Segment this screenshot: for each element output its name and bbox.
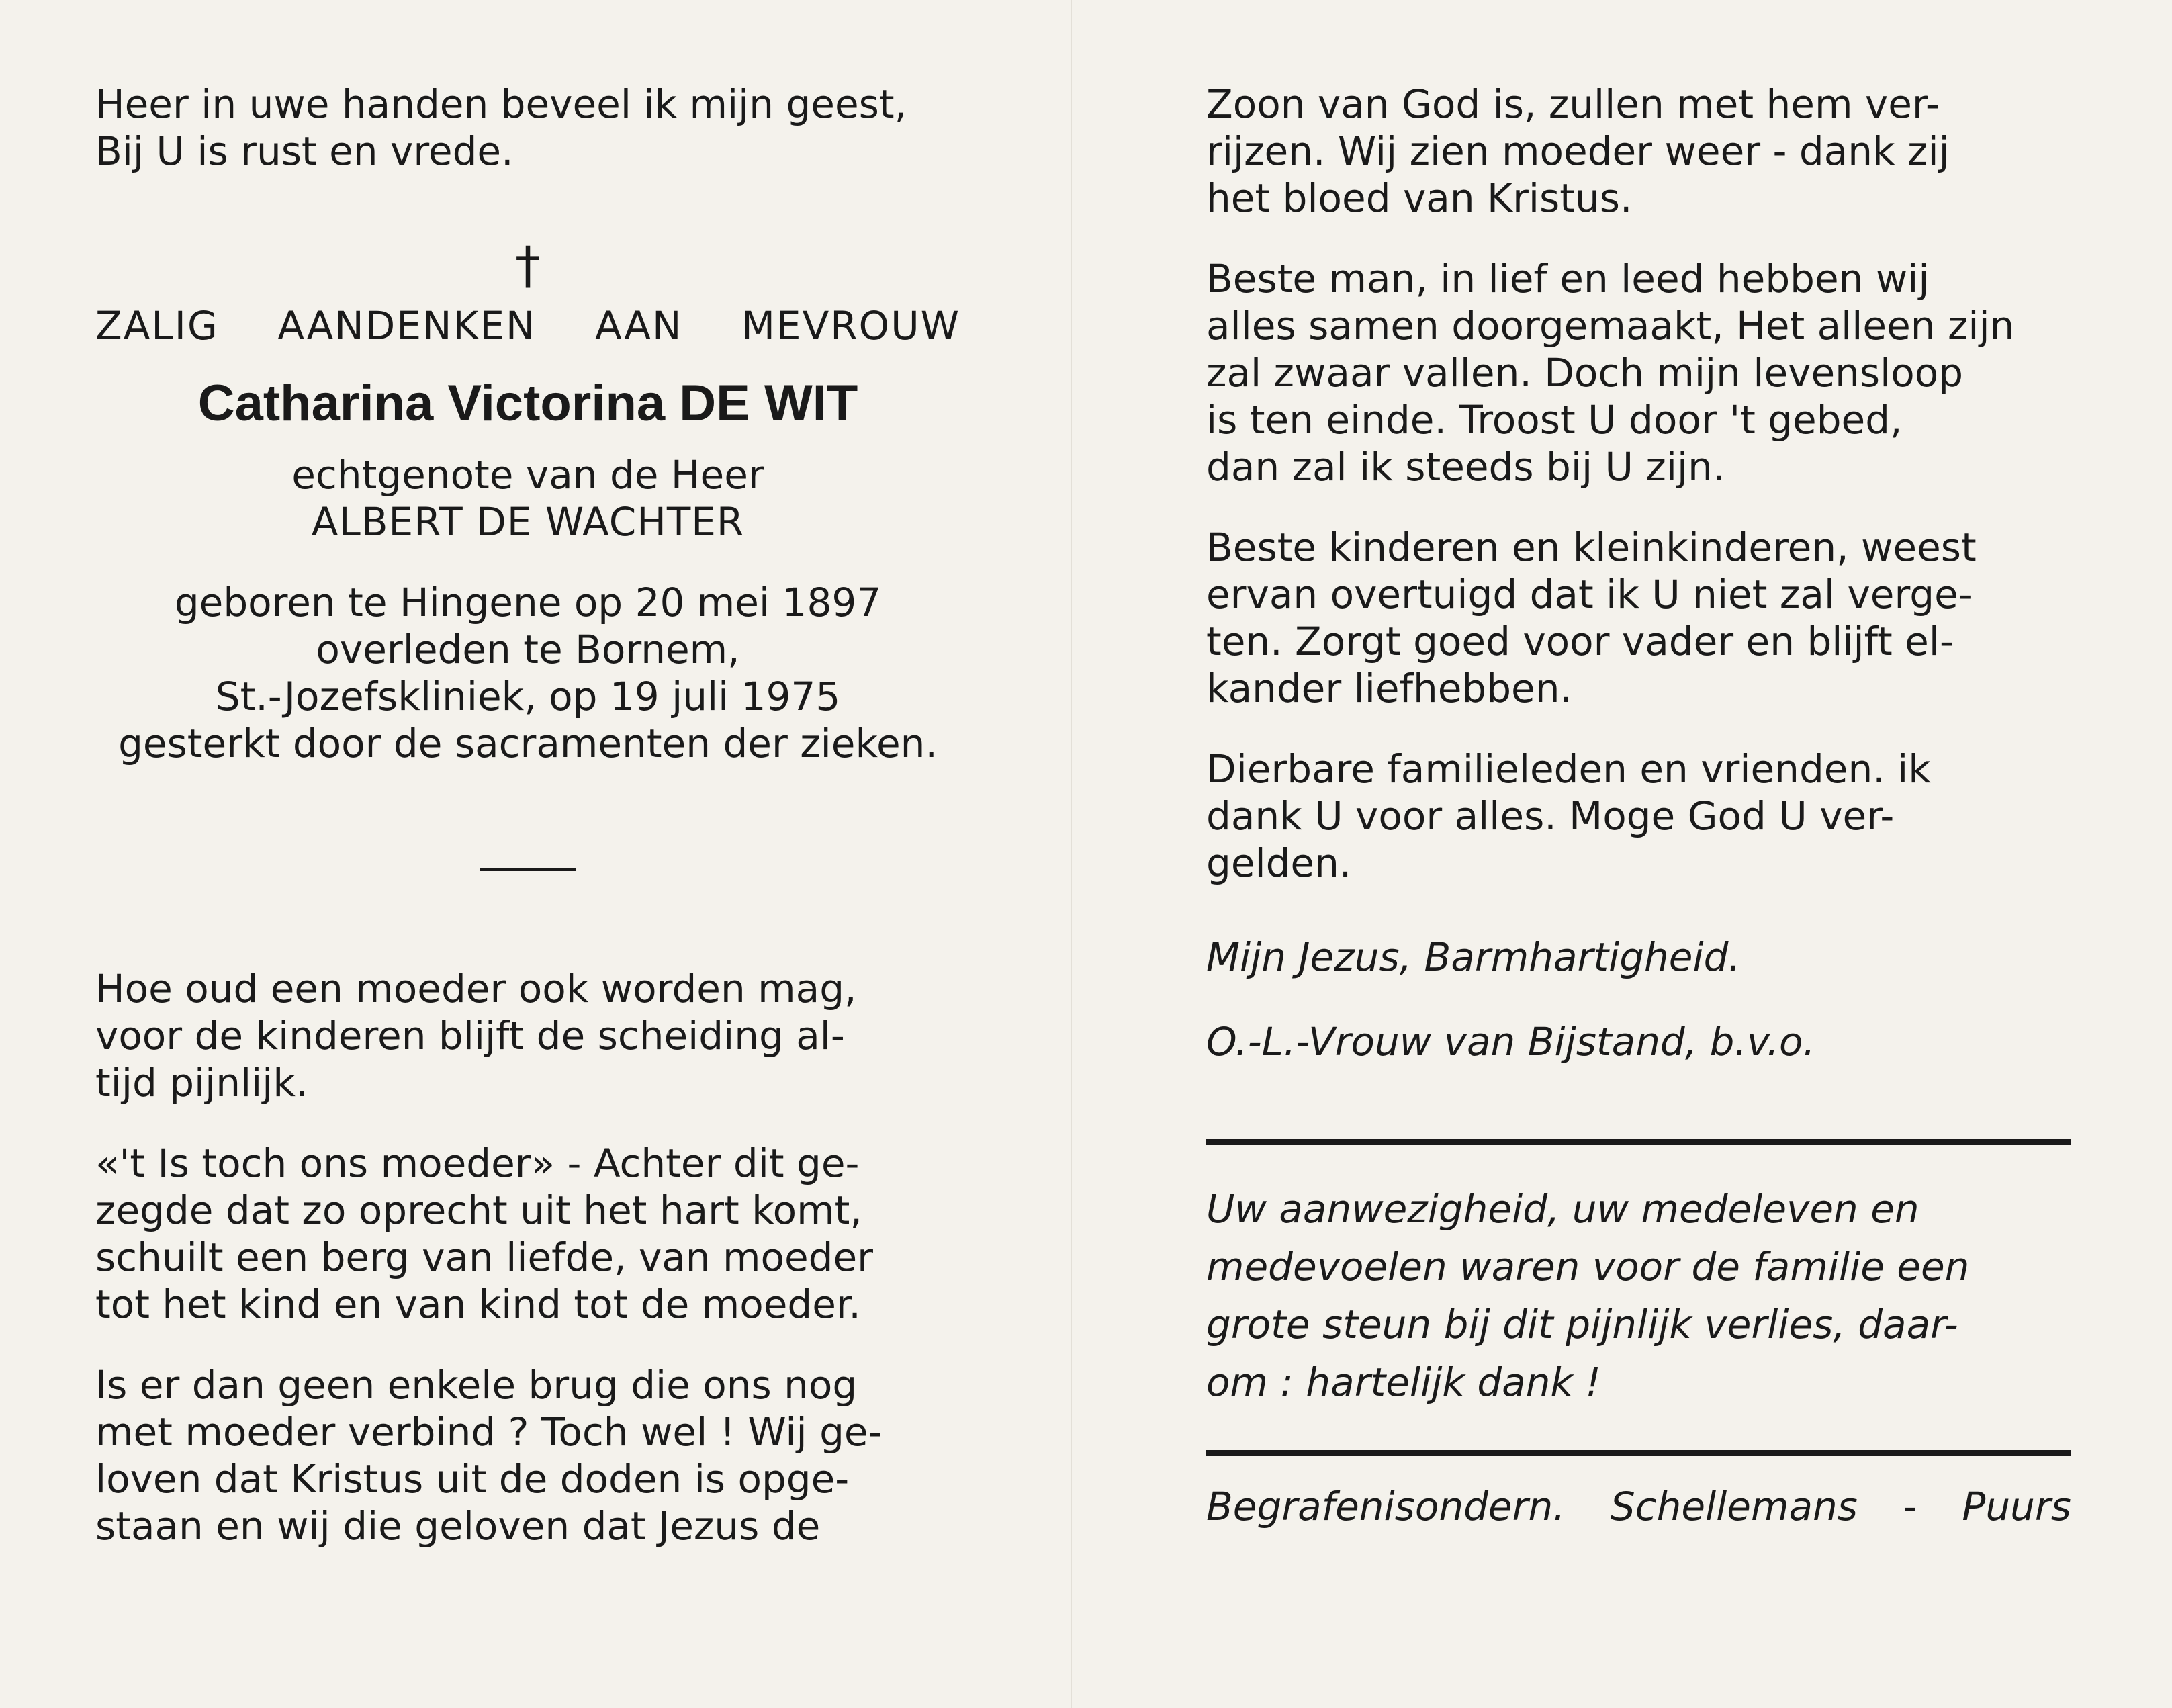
paragraph-line: schuilt een berg van liefde, van moeder [95, 1234, 874, 1280]
thanks-line: medevoelen waren voor de familie een [1206, 1244, 1970, 1290]
paragraph [95, 1361, 960, 1549]
spouse-block [95, 451, 960, 545]
paragraph [95, 965, 960, 1106]
paragraph-line: staan en wij die geloven dat Jezus de [95, 1503, 821, 1549]
paragraph [1206, 746, 2071, 887]
birth-line: geboren te Hingene op 20 mei 1897 [174, 580, 882, 625]
paragraph-line: tijd pijnlijk. [95, 1060, 308, 1106]
invocation: Mijn Jezus, Barmhartigheid. [1206, 934, 1741, 980]
paragraph-line: gelden. [1206, 840, 1352, 886]
paragraph [1206, 524, 2071, 712]
paragraph [1206, 255, 2071, 490]
paragraph-line: Beste man, in lief en leed hebben wij [1206, 256, 1930, 302]
paragraph [1206, 81, 2071, 222]
fold-line [1071, 0, 1072, 1708]
death-place-line: St.-Jozefskliniek, op 19 juli 1975 [215, 674, 841, 719]
thanks-line: grote steun bij dit pijnlijk verlies, daar- [1206, 1302, 1958, 1347]
cross-icon: † [515, 235, 541, 295]
paragraph-line: «'t Is toch ons moeder» - Achter dit ge- [95, 1140, 860, 1186]
paragraph-line: voor de kinderen blijft de scheiding al- [95, 1013, 845, 1059]
paragraph-line: tot het kind en van kind tot de moeder. [95, 1282, 861, 1327]
paragraph-line: Is er dan geen enkele brug die ons nog [95, 1362, 858, 1408]
paragraph-line: het bloed van Kristus. [1206, 175, 1633, 221]
paragraph-line: zal zwaar vallen. Doch mijn levensloop [1206, 350, 1964, 396]
paragraph-line: met moeder verbind ? Toch wel ! Wij ge- [95, 1409, 883, 1455]
invocation: O.-L.-Vrouw van Bijstand, b.v.o. [1206, 1019, 1815, 1065]
thanks-line: Uw aanwezigheid, uw medeleven en [1206, 1186, 1919, 1232]
memorial-heading: ZALIG AANDENKEN AAN MEVROUW [95, 303, 960, 349]
paragraph [95, 1140, 960, 1328]
divider [480, 868, 576, 871]
paragraph-line: Dierbare familieleden en vrienden. ik [1206, 746, 1931, 792]
sacraments-line: gesterkt door de sacramenten der zieken. [118, 721, 938, 766]
deceased-name: Catharina Victorina DE WIT [197, 375, 858, 432]
paragraph-line: Beste kinderen en kleinkinderen, weest [1206, 525, 1977, 570]
spouse-line: echtgenote van de Heer [291, 452, 764, 498]
thanks-note [1206, 1180, 2071, 1411]
paragraph-line: dan zal ik steeds bij U zijn. [1206, 444, 1725, 490]
paragraph-line: alles samen doorgemaakt, Het alleen zijn [1206, 303, 2015, 349]
paragraph-line: Zoon van God is, zullen met hem ver- [1206, 81, 1940, 127]
prayer-line: Heer in uwe handen beveel ik mijn geest, [95, 81, 907, 127]
dates-block [95, 579, 960, 767]
left-page [95, 81, 960, 1583]
paragraph-line: loven dat Kristus uit de doden is opge- [95, 1456, 850, 1502]
paragraph-line: rijzen. Wij zien moeder weer - dank zij [1206, 128, 1950, 174]
paragraph-line: Hoe oud een moeder ook worden mag, [95, 966, 857, 1012]
undertaker-credit: Begrafenisondern. Schellemans - Puurs [1206, 1484, 2071, 1529]
spouse-name: ALBERT DE WACHTER [311, 499, 745, 545]
divider [1206, 1450, 2071, 1456]
paragraph-line: kander liefhebben. [1206, 666, 1572, 711]
paragraph-line: zegde dat zo oprecht uit het hart komt, [95, 1187, 862, 1233]
paragraph-line: ervan overtuigd dat ik U niet zal verge- [1206, 572, 1973, 617]
thanks-line: om : hartelijk dank ! [1206, 1359, 1601, 1405]
opening-prayer [95, 81, 960, 175]
death-line: overleden te Bornem, [316, 627, 740, 672]
paragraph-line: is ten einde. Troost U door 't gebed, [1206, 397, 1903, 443]
right-page [1206, 81, 2071, 1530]
paragraph-line: ten. Zorgt goed voor vader en blijft el- [1206, 619, 1954, 664]
divider [1206, 1139, 2071, 1145]
prayer-line: Bij U is rust en vrede. [95, 128, 514, 174]
paragraph-line: dank U voor alles. Moge God U ver- [1206, 793, 1895, 839]
